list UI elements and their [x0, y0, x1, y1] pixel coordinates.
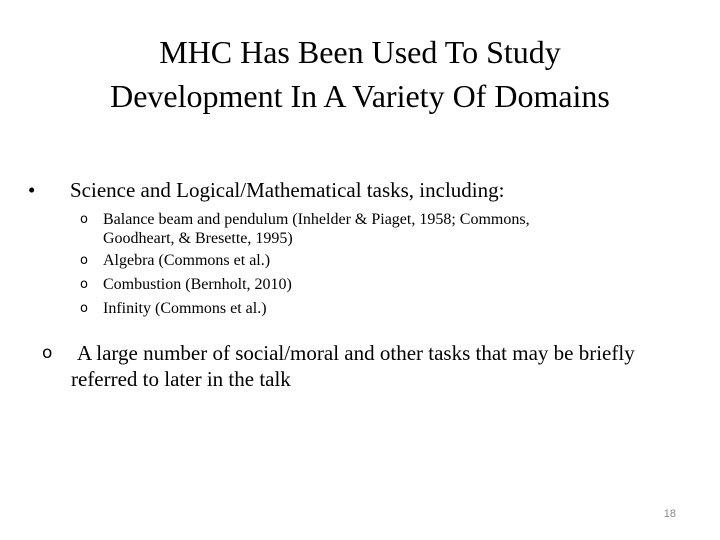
circle-bullet-icon: o — [80, 253, 88, 268]
slide-title-line-1: MHC Has Been Used To Study — [159, 34, 561, 70]
sub-bullet-text: Combustion (Bernholt, 2010) — [103, 276, 292, 293]
main-bullet-text: Science and Logical/Mathematical tasks, including: — [70, 178, 505, 202]
page-number: 18 — [663, 508, 676, 520]
circle-bullet-icon: o — [80, 212, 88, 227]
slide-title-line-2: Development In A Variety Of Domains — [110, 78, 610, 114]
bullet-dot-icon: • — [28, 178, 36, 202]
sub-bullet-line-2: Goodheart, & Bresette, 1995) — [103, 230, 293, 247]
sub-bullet-item — [80, 210, 680, 248]
circle-bullet-icon: o — [42, 343, 53, 363]
sub-bullet-text: Infinity (Commons et al.) — [103, 300, 267, 317]
outer-bullet-text: A large number of social/moral and other tasks that may be briefly referred to later in the talk — [71, 341, 635, 391]
sub-bullet-text: Algebra (Commons et al.) — [103, 252, 271, 269]
circle-bullet-icon: o — [80, 277, 88, 292]
sub-bullet-item — [80, 299, 680, 318]
sub-bullet-line-1: Balance beam and pendulum (Inhelder & Piaget, 1958; Commons, — [103, 211, 530, 228]
slide-title — [40, 30, 680, 118]
sub-bullet-list — [80, 210, 680, 323]
circle-bullet-icon: o — [80, 301, 88, 316]
sub-bullet-item — [80, 251, 680, 270]
outer-bullet — [42, 340, 672, 392]
sub-bullet-item — [80, 275, 680, 294]
